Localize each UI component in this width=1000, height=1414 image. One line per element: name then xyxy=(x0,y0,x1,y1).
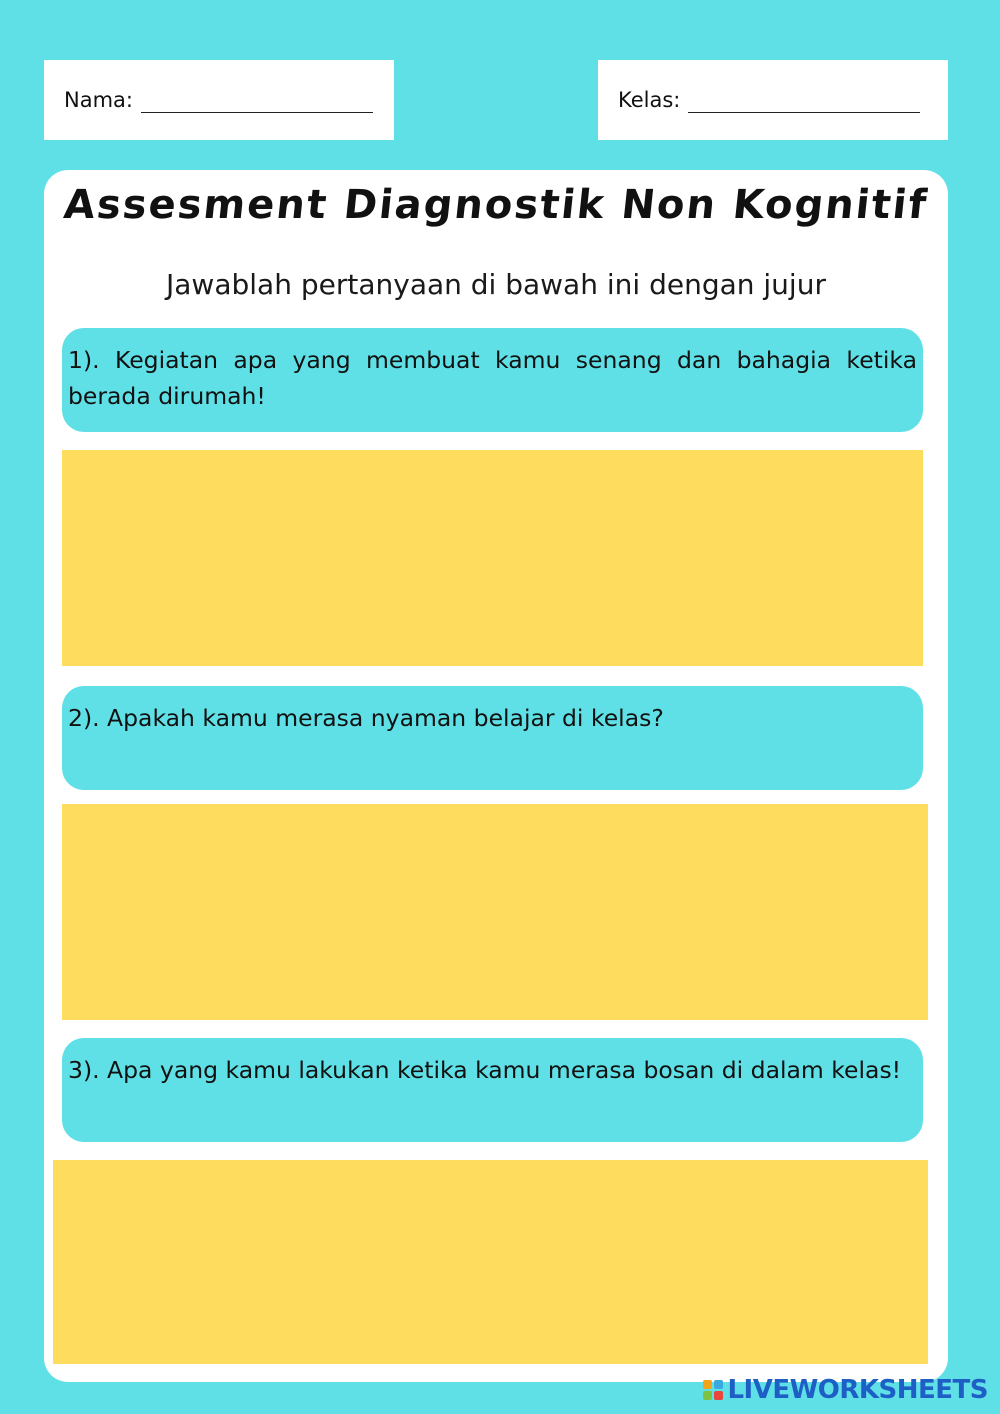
question-2: 2). Apakah kamu merasa nyaman belajar di kelas? xyxy=(62,686,923,790)
class-input-line[interactable] xyxy=(688,88,920,113)
brand-name: LIVEWORKSHEETS xyxy=(727,1375,988,1405)
logo-square xyxy=(714,1380,723,1389)
question-1: 1). Kegiatan apa yang membuat kamu senang dan bahagia ketika berada dirumah! xyxy=(62,328,923,432)
answer-box-1[interactable] xyxy=(62,450,923,666)
answer-box-2[interactable] xyxy=(62,804,928,1020)
liveworksheets-brand xyxy=(703,1374,988,1406)
name-label: Nama: xyxy=(64,88,133,112)
question-3: 3). Apa yang kamu lakukan ketika kamu merasa bosan di dalam kelas! xyxy=(62,1038,923,1142)
name-input-line[interactable] xyxy=(141,88,373,113)
answer-box-3[interactable] xyxy=(53,1160,928,1364)
worksheet-instruction: Jawablah pertanyaan di bawah ini dengan jujur xyxy=(166,268,826,301)
name-field[interactable] xyxy=(44,60,394,140)
logo-square xyxy=(714,1391,723,1400)
class-field[interactable] xyxy=(598,60,948,140)
worksheet-title: Assesment Diagnostik Non Kognitif xyxy=(61,182,931,228)
logo-square xyxy=(703,1391,712,1400)
logo-square xyxy=(703,1380,712,1389)
liveworksheets-logo-icon xyxy=(703,1380,723,1400)
class-label: Kelas: xyxy=(618,88,681,112)
